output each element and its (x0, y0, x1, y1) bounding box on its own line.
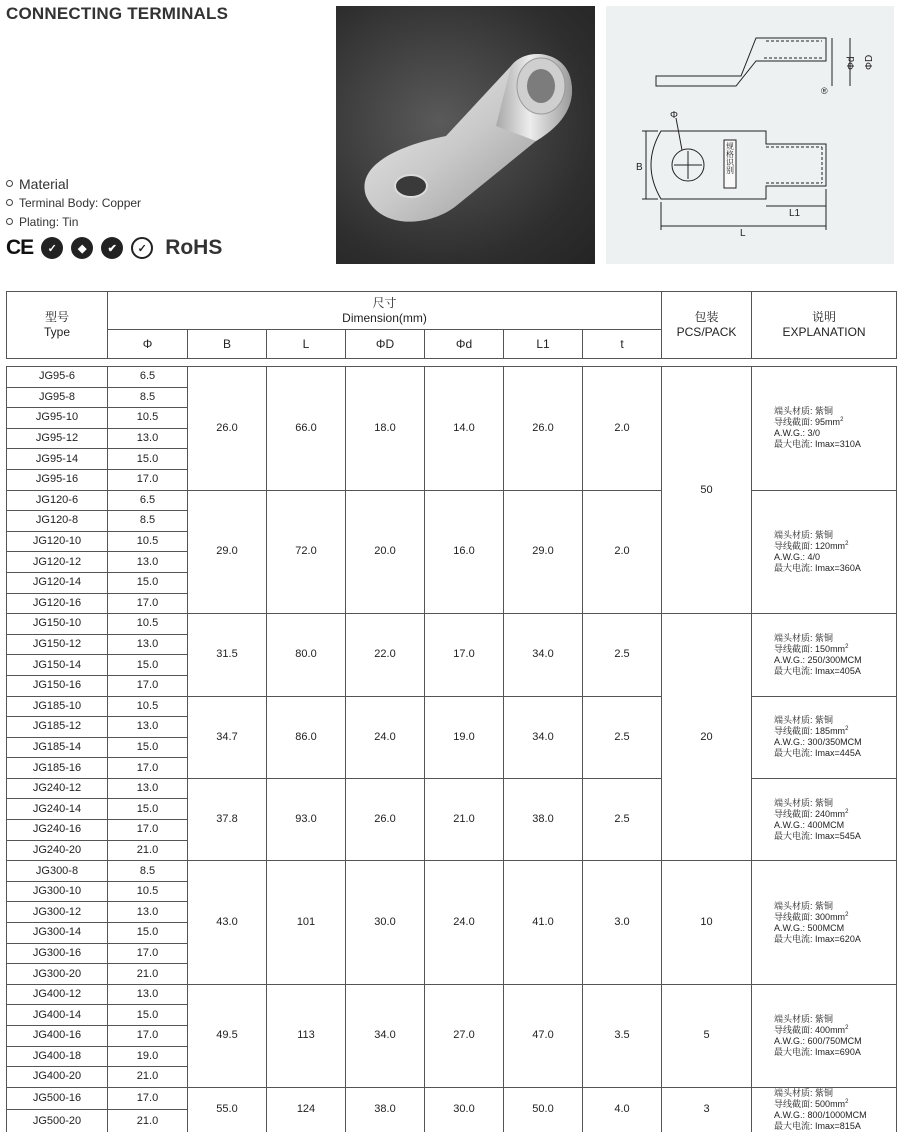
phi-cell: 8.5 (108, 387, 188, 408)
superscript-2: 2 (840, 417, 844, 424)
explanation-header-en: EXPLANATION (782, 325, 866, 339)
material-section (6, 174, 141, 231)
phi-cell: 13.0 (108, 984, 188, 1005)
explanation-cell (752, 490, 897, 614)
phi-cell: 21.0 (108, 964, 188, 985)
dim-l1-cell: 38.0 (504, 778, 583, 860)
phi-cell: 6.5 (108, 367, 188, 388)
table-row (7, 861, 897, 882)
col-header-phiD: ΦD (346, 330, 425, 359)
explanation-imax (774, 1121, 896, 1132)
table-row (7, 1087, 897, 1110)
dim-d-cell: 24.0 (346, 696, 425, 778)
type-cell: JG300-8 (7, 861, 108, 882)
explanation-imax (774, 934, 896, 945)
explanation-imax (774, 1047, 896, 1058)
specification-table (6, 291, 897, 1132)
explanation-section-text: 导线截面: 240mm (774, 808, 846, 819)
phi-cell: 17.0 (108, 593, 188, 614)
dim-l-cell: 101 (267, 861, 346, 985)
type-cell: JG300-16 (7, 943, 108, 964)
explanation-section-text: 导线截面: 150mm (774, 643, 846, 654)
superscript-2: 2 (845, 726, 849, 733)
phi-cell: 21.0 (108, 1110, 188, 1132)
shield-seal-icon: ✔ (101, 237, 123, 259)
dim-l1-cell: 34.0 (504, 614, 583, 696)
type-cell: JG400-18 (7, 1046, 108, 1067)
dim-l1-cell: 26.0 (504, 367, 583, 491)
rohs-logo: RoHS (165, 236, 223, 259)
dim-l-cell: 86.0 (267, 696, 346, 778)
type-cell: JG240-12 (7, 778, 108, 799)
type-cell: JG120-16 (7, 593, 108, 614)
phi-cell: 10.5 (108, 408, 188, 429)
col-header-l: L (267, 330, 346, 359)
type-header-en: Type (43, 325, 70, 339)
explanation-cell (752, 367, 897, 491)
type-cell: JG240-14 (7, 799, 108, 820)
phi-cell: 10.5 (108, 881, 188, 902)
dimension-header-cn: 尺寸 (372, 295, 397, 310)
dim-d-cell: 18.0 (346, 367, 425, 491)
type-cell: JG300-14 (7, 923, 108, 944)
type-cell: JG185-16 (7, 758, 108, 779)
phi-cell: 6.5 (108, 490, 188, 511)
dim-l1-cell: 29.0 (504, 490, 583, 614)
phi-cell: 17.0 (108, 675, 188, 696)
type-cell: JG120-8 (7, 511, 108, 532)
pack-cell: 10 (662, 861, 752, 985)
col-header-l1: L1 (504, 330, 583, 359)
dim-t-cell: 4.0 (583, 1087, 662, 1132)
dim-l1-cell: 50.0 (504, 1087, 583, 1132)
explanation-material (774, 1088, 896, 1099)
phi-cell: 17.0 (108, 1026, 188, 1047)
table-row (7, 778, 897, 799)
explanation-material-text: 端头材质: 紫铜 (774, 406, 834, 417)
col-header-t: t (583, 330, 662, 359)
table-row (7, 614, 897, 635)
phi-cell: 17.0 (108, 469, 188, 490)
material-item (6, 193, 141, 212)
phi-cell: 17.0 (108, 943, 188, 964)
explanation-material-text: 端头材质: 紫铜 (774, 1013, 834, 1024)
explanation-material (774, 406, 896, 417)
phi-cell: 13.0 (108, 552, 188, 573)
pack-header-en: PCS/PACK (676, 325, 737, 339)
phi-cell: 8.5 (108, 511, 188, 532)
col-header-phi: Φ (108, 330, 188, 359)
type-cell: JG400-12 (7, 984, 108, 1005)
explanation-awg (774, 737, 896, 748)
page-title: CONNECTING TERMINALS (6, 4, 229, 23)
explanation-cell (752, 984, 897, 1087)
phi-cell: 13.0 (108, 778, 188, 799)
explanation-awg-text: A.W.G.: 400MCM (774, 819, 845, 830)
dim-d-cell: 34.0 (346, 984, 425, 1087)
explanation-cell (752, 614, 897, 696)
dim-d-cell: 27.0 (425, 984, 504, 1087)
explanation-awg (774, 1110, 896, 1121)
phi-cell: 15.0 (108, 737, 188, 758)
superscript-2: 2 (845, 1024, 849, 1031)
dim-b-cell: 37.8 (188, 778, 267, 860)
material-item-text: Plating: Tin (19, 214, 79, 229)
explanation-imax (774, 748, 896, 759)
phi-cell: 15.0 (108, 449, 188, 470)
phi-cell: 10.5 (108, 531, 188, 552)
material-heading (6, 174, 141, 193)
explanation-material (774, 1014, 896, 1025)
type-cell: JG150-12 (7, 634, 108, 655)
pack-cell: 50 (662, 367, 752, 614)
explanation-material (774, 798, 896, 809)
type-cell: JG120-12 (7, 552, 108, 573)
dim-l-cell: 80.0 (267, 614, 346, 696)
explanation-awg-text: A.W.G.: 250/300MCM (774, 654, 862, 665)
type-cell: JG400-14 (7, 1005, 108, 1026)
technical-drawing (606, 6, 894, 264)
superscript-2: 2 (845, 1098, 849, 1105)
explanation-section (774, 644, 896, 655)
explanation-awg-text: A.W.G.: 500MCM (774, 922, 845, 933)
explanation-material-text: 端头材质: 紫铜 (774, 1087, 834, 1098)
explanation-awg-text: A.W.G.: 800/1000MCM (774, 1109, 867, 1120)
dim-t-cell: 2.0 (583, 490, 662, 614)
type-cell: JG400-20 (7, 1067, 108, 1088)
phi-cell: 15.0 (108, 572, 188, 593)
dim-b-cell: 49.5 (188, 984, 267, 1087)
table-row (7, 696, 897, 717)
explanation-material-text: 端头材质: 紫铜 (774, 797, 834, 808)
type-header-cn: 型号 (44, 310, 69, 324)
phi-cell: 8.5 (108, 861, 188, 882)
explanation-section (774, 726, 896, 737)
explanation-awg-text: A.W.G.: 300/350MCM (774, 737, 862, 748)
explanation-cell (752, 1087, 897, 1132)
type-cell: JG95-16 (7, 469, 108, 490)
dim-b-cell: 43.0 (188, 861, 267, 985)
header-gap (7, 359, 897, 367)
explanation-imax-text: 最大电流: Imax=815A (774, 1120, 861, 1131)
bullet-icon (6, 180, 13, 187)
phi-cell: 13.0 (108, 902, 188, 923)
dim-l-cell: 113 (267, 984, 346, 1087)
phi-cell: 17.0 (108, 1087, 188, 1110)
explanation-material-text: 端头材质: 紫铜 (774, 900, 834, 911)
type-cell: JG400-16 (7, 1026, 108, 1047)
explanation-material (774, 633, 896, 644)
table-row (7, 490, 897, 511)
superscript-2: 2 (845, 540, 849, 547)
table-row (7, 367, 897, 388)
dim-b-cell: 55.0 (188, 1087, 267, 1132)
dim-d-cell: 30.0 (425, 1087, 504, 1132)
dim-d-cell: 17.0 (425, 614, 504, 696)
dim-b-cell: 34.7 (188, 696, 267, 778)
type-cell: JG500-20 (7, 1110, 108, 1132)
registered-mark: ® (821, 86, 828, 96)
explanation-section-text: 导线截面: 300mm (774, 911, 846, 922)
explanation-section (774, 912, 896, 923)
explanation-imax-text: 最大电流: Imax=545A (774, 830, 861, 841)
type-cell: JG300-12 (7, 902, 108, 923)
phi-cell: 10.5 (108, 614, 188, 635)
dim-d-cell: 20.0 (346, 490, 425, 614)
phid-label: Φd (846, 56, 857, 70)
dim-l1-cell: 34.0 (504, 696, 583, 778)
type-cell: JG500-16 (7, 1087, 108, 1110)
superscript-2: 2 (845, 911, 849, 918)
phi-cell: 17.0 (108, 820, 188, 841)
pack-cell: 5 (662, 984, 752, 1087)
explanation-section (774, 809, 896, 820)
explanation-awg-text: A.W.G.: 3/0 (774, 428, 821, 439)
phi-cell: 15.0 (108, 923, 188, 944)
dimension-header-en: Dimension(mm) (342, 310, 427, 325)
type-cell: JG300-20 (7, 964, 108, 985)
explanation-section (774, 1025, 896, 1036)
phi-cell: 10.5 (108, 696, 188, 717)
type-cell: JG95-12 (7, 428, 108, 449)
dim-l-cell: 124 (267, 1087, 346, 1132)
type-cell: JG95-10 (7, 408, 108, 429)
phi-cell: 15.0 (108, 799, 188, 820)
phi-cell: 21.0 (108, 1067, 188, 1088)
type-cell: JG95-14 (7, 449, 108, 470)
dim-b-cell: 31.5 (188, 614, 267, 696)
table-row (7, 984, 897, 1005)
dim-d-cell: 21.0 (425, 778, 504, 860)
dim-d-cell: 14.0 (425, 367, 504, 491)
explanation-section-text: 导线截面: 95mm (774, 417, 841, 428)
l1-label: L1 (789, 208, 801, 219)
type-cell: JG120-10 (7, 531, 108, 552)
material-heading-text: Material (19, 175, 69, 192)
explanation-cell (752, 696, 897, 778)
table-body (7, 359, 897, 1132)
dim-t-cell: 2.5 (583, 696, 662, 778)
explanation-section (774, 541, 896, 552)
explanation-imax (774, 666, 896, 677)
explanation-imax-text: 最大电流: Imax=445A (774, 748, 861, 759)
type-cell: JG150-16 (7, 675, 108, 696)
explanation-material-text: 端头材质: 紫铜 (774, 632, 834, 643)
col-header-b: B (188, 330, 267, 359)
dim-d-cell: 24.0 (425, 861, 504, 985)
dim-t-cell: 2.5 (583, 778, 662, 860)
phi-cell: 13.0 (108, 634, 188, 655)
superscript-2: 2 (845, 808, 849, 815)
explanation-section-text: 导线截面: 500mm (774, 1098, 846, 1109)
explanation-awg-text: A.W.G.: 600/750MCM (774, 1035, 862, 1046)
type-cell: JG150-10 (7, 614, 108, 635)
dim-l-cell: 93.0 (267, 778, 346, 860)
explanation-awg (774, 552, 896, 563)
type-cell: JG95-8 (7, 387, 108, 408)
certification-logos (6, 236, 222, 260)
sgs-seal-icon: ✓ (131, 237, 153, 259)
explanation-material-text: 端头材质: 紫铜 (774, 715, 834, 726)
type-cell: JG185-14 (7, 737, 108, 758)
type-cell: JG120-6 (7, 490, 108, 511)
explanation-imax (774, 563, 896, 574)
explanation-section (774, 417, 896, 428)
phi-cell: 15.0 (108, 1005, 188, 1026)
bullet-icon (6, 199, 13, 206)
type-cell: JG240-20 (7, 840, 108, 861)
dim-t-cell: 2.0 (583, 367, 662, 491)
type-cell: JG185-10 (7, 696, 108, 717)
explanation-awg (774, 1036, 896, 1047)
type-cell: JG185-12 (7, 717, 108, 738)
explanation-awg-text: A.W.G.: 4/0 (774, 551, 821, 562)
pack-cell: 20 (662, 614, 752, 861)
explanation-imax-text: 最大电流: Imax=360A (774, 562, 861, 573)
explanation-imax-text: 最大电流: Imax=405A (774, 665, 861, 676)
dim-t-cell: 2.5 (583, 614, 662, 696)
explanation-material-text: 端头材质: 紫铜 (774, 529, 834, 540)
dim-l-cell: 66.0 (267, 367, 346, 491)
stamp-label: 规格识别 (725, 142, 735, 174)
phi-cell: 13.0 (108, 717, 188, 738)
dim-b-cell: 26.0 (188, 367, 267, 491)
explanation-section (774, 1099, 896, 1110)
superscript-2: 2 (845, 643, 849, 650)
phi-cell: 17.0 (108, 758, 188, 779)
dim-l1-cell: 47.0 (504, 984, 583, 1087)
dim-d-cell: 22.0 (346, 614, 425, 696)
type-cell: JG120-14 (7, 572, 108, 593)
l-label: L (740, 228, 746, 239)
dim-d-cell: 19.0 (425, 696, 504, 778)
explanation-material (774, 530, 896, 541)
pack-cell: 3 (662, 1087, 752, 1132)
explanation-awg (774, 655, 896, 666)
explanation-imax-text: 最大电流: Imax=620A (774, 933, 861, 944)
dim-t-cell: 3.5 (583, 984, 662, 1087)
terminal-lug-illustration (336, 6, 595, 264)
dimension-drawing (606, 6, 894, 264)
dim-d-cell: 38.0 (346, 1087, 425, 1132)
pack-header-cn: 包装 (694, 310, 719, 324)
type-cell: JG240-16 (7, 820, 108, 841)
phi-cell: 15.0 (108, 655, 188, 676)
explanation-cell (752, 778, 897, 860)
explanation-imax (774, 831, 896, 842)
dimension-header (108, 292, 662, 330)
dim-l1-cell: 41.0 (504, 861, 583, 985)
material-item-text: Terminal Body: Copper (19, 195, 142, 210)
col-header-phid: Φd (425, 330, 504, 359)
explanation-cell (752, 861, 897, 985)
dim-b-cell: 29.0 (188, 490, 267, 614)
phi-cell: 19.0 (108, 1046, 188, 1067)
explanation-section-text: 导线截面: 185mm (774, 726, 846, 737)
dim-d-cell: 26.0 (346, 778, 425, 860)
phi-cell: 13.0 (108, 428, 188, 449)
pack-header (662, 292, 752, 359)
type-cell: JG150-14 (7, 655, 108, 676)
explanation-imax-text: 最大电流: Imax=310A (774, 439, 861, 450)
explanation-imax (774, 439, 896, 450)
explanation-header (752, 292, 897, 359)
material-item (6, 212, 141, 231)
dim-t-cell: 3.0 (583, 861, 662, 985)
phi-label: Φ (670, 110, 678, 121)
phi-cell: 21.0 (108, 840, 188, 861)
b-label: B (636, 162, 643, 173)
explanation-header-cn: 说明 (812, 310, 837, 324)
explanation-awg (774, 820, 896, 831)
quality-seal-icon: ◆ (71, 237, 93, 259)
type-cell: JG300-10 (7, 881, 108, 902)
explanation-awg (774, 428, 896, 439)
explanation-section-text: 导线截面: 120mm (774, 540, 846, 551)
explanation-material (774, 715, 896, 726)
ce-logo: CE (6, 236, 34, 259)
type-header (7, 292, 108, 359)
explanation-imax-text: 最大电流: Imax=690A (774, 1046, 861, 1057)
type-cell: JG95-6 (7, 367, 108, 388)
gap-cell (7, 359, 897, 367)
explanation-material (774, 901, 896, 912)
product-photo (336, 6, 595, 264)
explanation-section-text: 导线截面: 400mm (774, 1024, 846, 1035)
explanation-awg (774, 923, 896, 934)
dim-l-cell: 72.0 (267, 490, 346, 614)
dim-d-cell: 30.0 (346, 861, 425, 985)
phiD-label: ΦD (864, 54, 875, 70)
check-seal-icon: ✓ (41, 237, 63, 259)
dim-d-cell: 16.0 (425, 490, 504, 614)
bullet-icon (6, 218, 13, 225)
